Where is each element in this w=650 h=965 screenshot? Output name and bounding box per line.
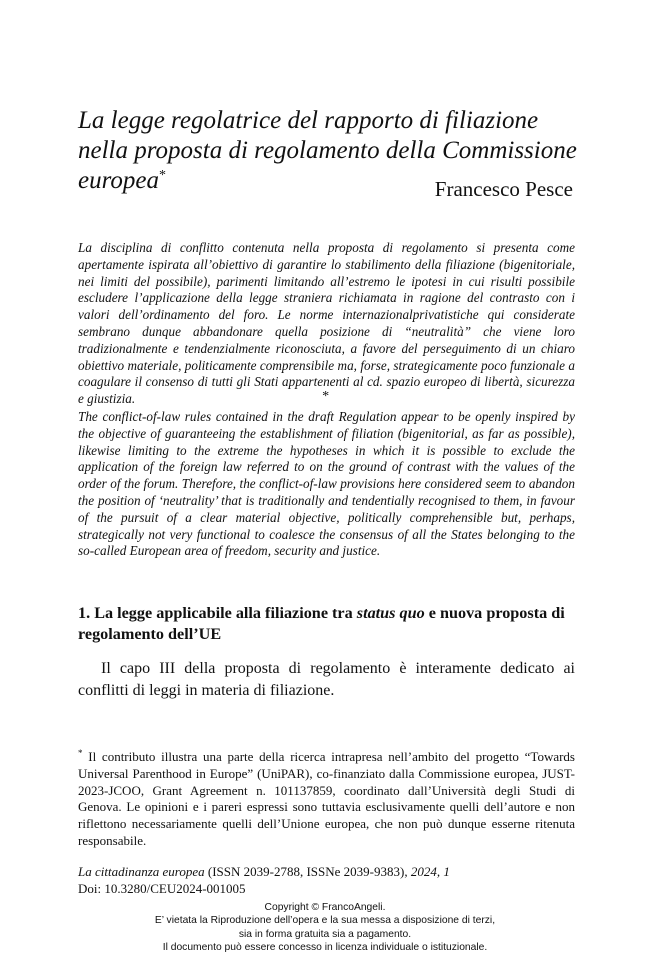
volume-issue: 2024, 1	[410, 864, 450, 879]
footnote	[78, 749, 575, 850]
citation	[78, 864, 575, 897]
copyright-line-2: E’ vietata la Riproduzione dell’opera e la sua messa a disposizione di terzi,	[154, 915, 496, 927]
abstract-separator: *	[321, 389, 329, 404]
citation-line	[78, 864, 575, 881]
article-title-text: La legge regolatrice del rapporto di filiazione nella proposta di regolamento della Commissione europea	[78, 107, 577, 194]
abstract-italian: La disciplina di conflitto contenuta nella proposta di regolamento si presenta come apertamente ispirata all’obiettivo di garantire lo stabilimento della filiazione (bigenitoriale, nei limiti del possibile), parimenti limitando all’estremo le ipotesi in cui risulti possibile escludere l’applicazione della legge straniera richiamata in ragione del contrasto con i valori dell’ordinamento del foro. Le norme internazionalprivatistiche qui considerate sembrano dunque abbandonare quella posizione di “neutralità” che viene loro tradizionalmente e tendenzialmente riconosciuta, a favore del perseguimento di un chiaro obiettivo materiale, politicamente comprensibile ma, forse, strategicamente poco funzionale a coagulare il consenso di tutti gli Stati appartenenti al cd. spazio europeo di libertà, sicurezza e giustizia.	[78, 240, 575, 407]
copyright-notice	[0, 901, 650, 955]
title-footnote-mark[interactable]: *	[159, 168, 166, 183]
footnote-mark: *	[78, 748, 83, 758]
copyright-line-4: Il documento può essere concesso in licenza individuale o istituzionale.	[162, 942, 488, 954]
doi[interactable]: Doi: 10.3280/CEU2024-001005	[78, 880, 246, 896]
copyright-line-1: Copyright © FrancoAngeli.	[264, 902, 386, 913]
footnote-text: Il contributo illustra una parte della ricerca intrapresa nell’ambito del progetto “Towards Universal Parenthood in Europe” (UniPAR), co-finanziato dalla Commissione europea, JUST-2023-JCOO, Grant Agreement n. 101137859, coordinato dall’Università degli Studi di Genova. Le opinioni e i pareri espressi sono tuttavia esclusivamente quelli dell’autore e non riflettono necessariamente quelli dell’Unione europea, che non può dunque esserne ritenuta responsabile.	[78, 749, 575, 848]
section-heading	[78, 603, 583, 645]
copyright-line-3: sia in forma gratuita sia a pagamento.	[238, 928, 412, 940]
section-heading-emphasis: status quo	[356, 604, 425, 622]
author-name: Francesco Pesce	[434, 177, 573, 201]
section-heading-start: 1. La legge applicabile alla filiazione tra	[78, 604, 357, 622]
journal-name: La cittadinanza europea	[78, 864, 205, 879]
issn-text: (ISSN 2039-2788, ISSNe 2039-9383),	[204, 864, 411, 879]
body-paragraph: Il capo III della proposta di regolamento è interamente dedicato ai conflitti di leggi in materia di filiazione.	[78, 660, 575, 699]
abstract-english: The conflict-of-law rules contained in the draft Regulation appear to be openly inspired by the objective of guaranteeing the establishment of filiation (bigenitorial, as far as possible), likewise limiting to the extreme the hypotheses in which it is possible to exclude the application of the foreign law referred to on the ground of contrast with the values of the order of the forum. Therefore, the conflict-of-law provisions here considered seem to abandon the position of ‘neutrality’ that is traditionally and tendentially recognised to them, in favour of the pursuit of a clear material objective, politically comprehensible but, perhaps, strategically not very functional to coalesce the consensus of all the States belonging to the so-called European area of freedom, security and justice.	[78, 409, 575, 559]
section-heading-end: e nuova proposta di regolamento dell’UE	[78, 604, 565, 643]
